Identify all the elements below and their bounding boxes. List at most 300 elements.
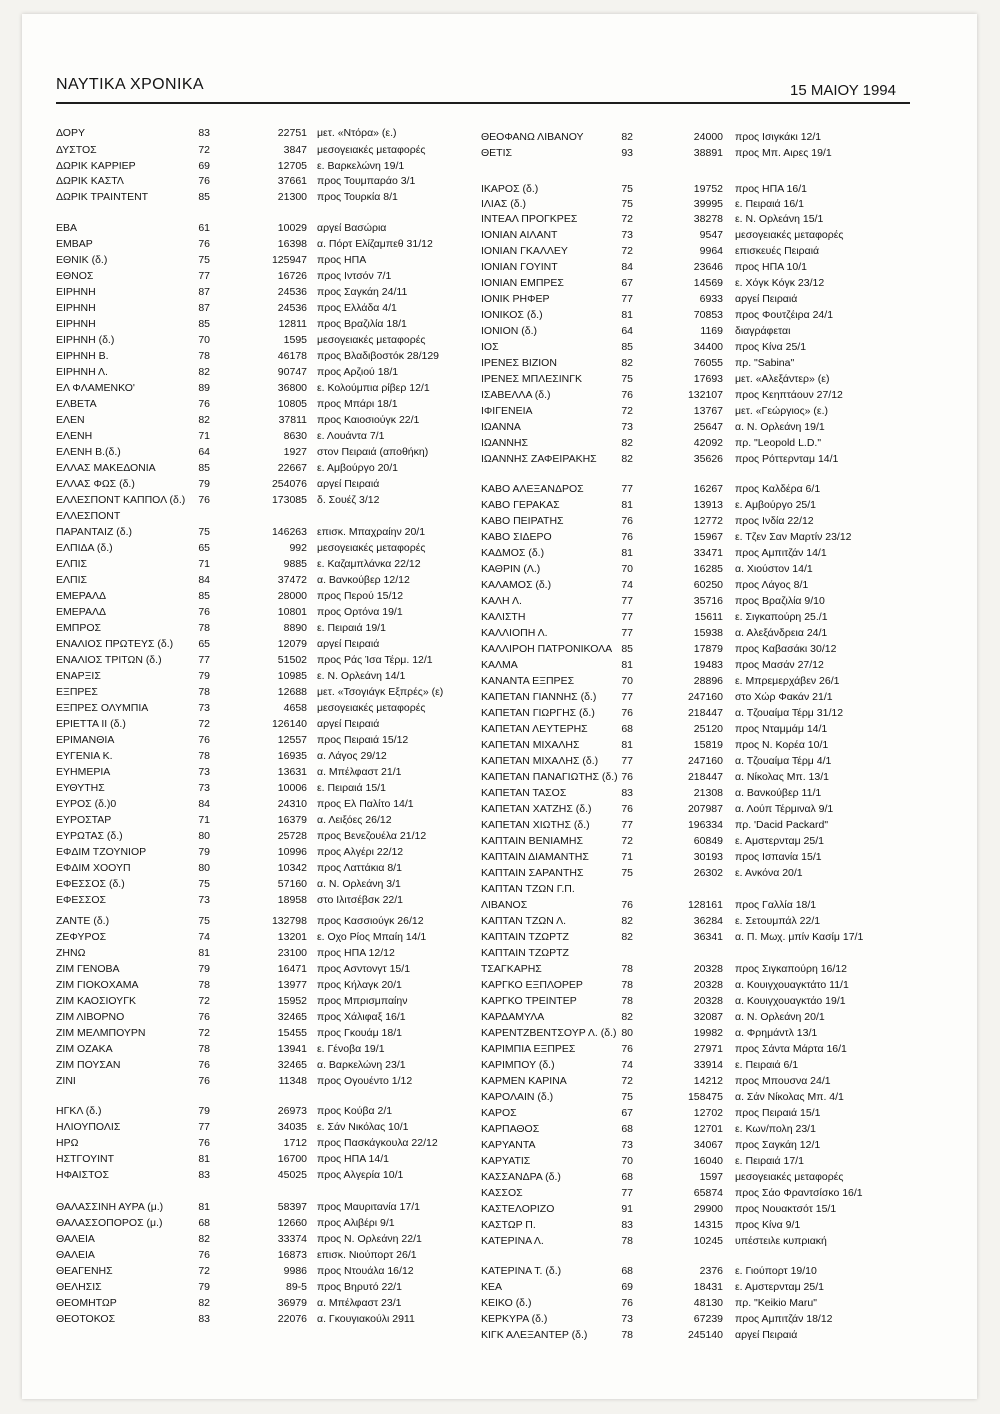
register-row: [481, 785, 911, 801]
build-year: 81: [621, 499, 633, 511]
tonnage: 13767: [693, 405, 723, 417]
vessel-name: ΕΙΡΗΝΗ Β.: [56, 350, 109, 362]
register-row: [56, 316, 466, 332]
register-row: [481, 529, 911, 545]
tonnage: 32465: [277, 1059, 307, 1071]
voyage-status: ε. Γιούπορτ 19/10: [735, 1265, 817, 1277]
build-year: 75: [198, 254, 210, 266]
build-year: 84: [621, 261, 633, 273]
build-year: 61: [198, 222, 210, 234]
register-row: [481, 1073, 911, 1089]
tonnage: 76055: [693, 357, 723, 369]
tonnage: 33914: [693, 1059, 723, 1071]
register-row: [481, 769, 911, 785]
tonnage: 19982: [693, 1027, 723, 1039]
register-row: [56, 428, 466, 444]
tonnage: 32465: [277, 1011, 307, 1023]
register-row: [481, 1263, 911, 1279]
tonnage: 35626: [693, 453, 723, 465]
register-row: [481, 545, 911, 561]
tonnage: 12079: [277, 638, 307, 650]
vessel-name: ΕΘΝΟΣ: [56, 270, 94, 282]
build-year: 71: [198, 558, 210, 570]
voyage-status: προς Μπάρι 18/1: [317, 398, 398, 410]
vessel-name: ΚΑΛΛΙΡΟΗ ΠΑΤΡΟΝΙΚΟΛΑ: [481, 643, 613, 655]
voyage-status: προς Νουακτσότ 15/1: [735, 1203, 837, 1215]
vessel-name: ΕΦΕΣΣΟΣ (δ.): [56, 878, 125, 890]
build-year: 75: [198, 526, 210, 538]
vessel-name: ΕΜΕΡΑΛΔ: [56, 606, 107, 618]
build-year: 71: [198, 430, 210, 442]
register-row: [481, 1089, 911, 1105]
voyage-status: προς Ορτόνα 19/1: [317, 606, 403, 618]
voyage-status: α. Φρημάντλ 13/1: [735, 1027, 818, 1039]
register-row: [56, 1247, 466, 1263]
tonnage: 16873: [277, 1249, 307, 1261]
voyage-status: προς Μπουσνα 24/1: [735, 1075, 831, 1087]
vessel-name: ΚΑΠΤΑΙΝ ΤΖΩΡΤΖ: [481, 931, 569, 943]
build-year: 77: [621, 293, 633, 305]
build-year: 75: [621, 198, 633, 210]
register-row: [56, 860, 466, 876]
register-row: [56, 1279, 466, 1295]
tonnage: 14212: [693, 1075, 723, 1087]
register-row: [481, 865, 911, 881]
vessel-name: ΚΑΡΟΣ: [481, 1107, 517, 1119]
voyage-status: α. Βαρκελώνη 23/1: [317, 1059, 406, 1071]
issue-date: 15 ΜΑΙΟΥ 1994: [790, 82, 896, 99]
build-year: 81: [621, 309, 633, 321]
voyage-status: α. Σάν Νίκολας Μπ. 4/1: [735, 1091, 844, 1103]
build-year: 77: [621, 595, 633, 607]
build-year: 68: [621, 1123, 633, 1135]
tonnage: 28896: [693, 675, 723, 687]
voyage-status: αργεί Πειραιά: [317, 638, 380, 650]
build-year: 79: [198, 846, 210, 858]
register-row: [56, 929, 466, 945]
tonnage: 16379: [277, 814, 307, 826]
register-row: [481, 1137, 911, 1153]
tonnage: 247160: [687, 691, 723, 703]
tonnage: 15952: [277, 995, 307, 1007]
vessel-name: ΔΩΡΙΚ ΤΡΑΙΝΤΕΝΤ: [56, 191, 149, 203]
build-year: 82: [198, 366, 210, 378]
vessel-name: ΕΜΠΡΟΣ: [56, 622, 101, 634]
register-row: [481, 211, 911, 227]
vessel-name: ΕΛΠΙΔΑ (δ.): [56, 542, 113, 554]
voyage-status: μεσογειακές μεταφορές: [317, 542, 426, 554]
build-year: 77: [621, 611, 633, 623]
voyage-status: μεσογειακές μεταφορές: [317, 144, 426, 156]
register-row: [56, 588, 466, 604]
build-year: 76: [198, 1249, 210, 1261]
vessel-name: ΚΑΝΑΝΤΑ ΕΞΠΡΕΣ: [481, 675, 575, 687]
vessel-name: ΕΒΑ: [56, 222, 78, 234]
register-row: [56, 993, 466, 1009]
register-row: [56, 540, 466, 556]
vessel-name: ΚΑΡΜΕΝ ΚΑΡΙΝΑ: [481, 1075, 567, 1087]
register-row: [56, 1231, 466, 1247]
register-row: [481, 641, 911, 657]
vessel-name: ΔΥΣΤΟΣ: [56, 144, 97, 156]
build-year: 80: [198, 862, 210, 874]
voyage-status: προς Μπρισμπαίην: [317, 995, 408, 1007]
register-row: [56, 236, 466, 252]
build-year: 73: [198, 766, 210, 778]
vessel-name: ΚΑΡΥΑΤΙΣ: [481, 1155, 531, 1167]
vessel-name: ΖΙΜ ΓΕΝΟΒΑ: [56, 963, 120, 975]
voyage-status: ε. Ανκόνα 20/1: [735, 867, 803, 879]
build-year: 64: [198, 446, 210, 458]
vessel-name: ΚΑΡΓΚΟ ΕΞΠΛΟΡΕΡ: [481, 979, 583, 991]
vessel-name: ΕΥΡΟΣ (δ.)0: [56, 798, 117, 810]
build-year: 75: [621, 373, 633, 385]
tonnage: 45025: [277, 1169, 307, 1181]
tonnage: 21300: [277, 191, 307, 203]
register-row: [56, 812, 466, 828]
vessel-name: ΘΕΟΦΑΝΩ ΛΙΒΑΝΟΥ: [481, 131, 584, 143]
build-year: 64: [621, 325, 633, 337]
register-row: [56, 1041, 466, 1057]
register-row: [481, 817, 911, 833]
tonnage: 23100: [277, 947, 307, 959]
register-row: [56, 348, 466, 364]
register-row: [481, 833, 911, 849]
voyage-status: ε. Αμστερνταμ 25/1: [735, 1281, 824, 1293]
tonnage: 13913: [693, 499, 723, 511]
voyage-status: α. Βανκούβερ 11/1: [735, 787, 822, 799]
voyage-status: προς Σιγκαπούρη 16/12: [735, 963, 847, 975]
tonnage: 16471: [277, 963, 307, 975]
voyage-status: ε. Σετουμπάλ 22/1: [735, 915, 821, 927]
vessel-name: ΕΘΝΙΚ (δ.): [56, 254, 108, 266]
register-row: [56, 1119, 466, 1135]
vessel-name: ΙΟΝΙΟΝ (δ.): [481, 325, 538, 337]
build-year: 74: [621, 1059, 633, 1071]
vessel-name: ΙΝΤΕΑΛ ΠΡΟΓΚΡΕΣ: [481, 213, 578, 225]
voyage-status: προς Καλδέρα 6/1: [735, 483, 821, 495]
voyage-status: προς Μασάν 27/12: [735, 659, 824, 671]
voyage-status: προς ΗΠΑ 14/1: [317, 1153, 389, 1165]
voyage-status: ε. Σιγκαπούρη 25./1: [735, 611, 828, 623]
voyage-status: μεσογειακές μεταφορές: [735, 229, 844, 241]
build-year: 73: [621, 1313, 633, 1325]
vessel-name: ΕΛΛΕΣΠΟΝΤ ΚΑΠΠΟΛ (δ.): [56, 494, 186, 506]
register-row: [56, 620, 466, 636]
build-year: 76: [198, 398, 210, 410]
vessel-name: ΚΑΛΜΑ: [481, 659, 518, 671]
voyage-status: προς Ισπανία 15/1: [735, 851, 822, 863]
register-row: [56, 668, 466, 684]
build-year: 70: [621, 675, 633, 687]
vessel-name: ΙΡΕΝΕΣ ΜΠΛΕΣΙΝΓΚ: [481, 373, 583, 385]
build-year: 76: [621, 531, 633, 543]
build-year: 78: [198, 350, 210, 362]
voyage-status: α. Ν. Ορλεάνη 19/1: [735, 421, 825, 433]
tonnage: 1927: [283, 446, 307, 458]
voyage-status: μετ. «Γεώργιος» (ε.): [735, 405, 829, 417]
build-year: 72: [621, 405, 633, 417]
vessel-name: ΕΛΕΝΗ: [56, 430, 93, 442]
build-year: 76: [198, 494, 210, 506]
build-year: 78: [621, 963, 633, 975]
voyage-status: προς Μαυριτανία 17/1: [317, 1201, 420, 1213]
tonnage: 9964: [699, 245, 723, 257]
vessel-name: ΕΜΒΑΡ: [56, 238, 93, 250]
register-row: [481, 355, 911, 371]
build-year: 81: [621, 547, 633, 559]
tonnage: 12705: [277, 160, 307, 172]
vessel-name: ΕΛΛΑΣ ΜΑΚΕΔΟΝΙΑ: [56, 462, 156, 474]
tonnage: 12557: [277, 734, 307, 746]
vessel-name: ΠΑΡΑΝΤΑΙΖ (δ.): [56, 526, 133, 538]
tonnage: 33471: [693, 547, 723, 559]
tonnage: 34067: [693, 1139, 723, 1151]
voyage-status: α. Κουιγχουαγκτάο 19/1: [735, 995, 846, 1007]
build-year: 77: [621, 1187, 633, 1199]
voyage-status: διαγράφεται: [735, 325, 791, 337]
build-year: 84: [198, 798, 210, 810]
tonnage: 14569: [693, 277, 723, 289]
vessel-name: ΖΙΝΙ: [56, 1075, 76, 1087]
register-row: [56, 252, 466, 268]
tonnage: 10245: [693, 1235, 723, 1247]
tonnage: 11348: [278, 1075, 307, 1087]
tonnage: 6933: [699, 293, 723, 305]
tonnage: 2376: [699, 1265, 723, 1277]
register-row: [56, 125, 466, 141]
register-row: [56, 189, 466, 205]
tonnage: 218447: [687, 707, 723, 719]
vessel-name: ΚΑΠΤΑΙΝ ΤΖΩΡΤΖ: [481, 947, 569, 959]
vessel-name: ΕΝΑΛΙΟΣ ΠΡΩΤΕΥΣ (δ.): [56, 638, 174, 650]
tonnage: 15819: [693, 739, 723, 751]
build-year: 75: [198, 878, 210, 890]
header-divider: [56, 102, 910, 104]
build-year: 78: [198, 1043, 210, 1055]
register-row: [481, 689, 911, 705]
register-row: [481, 259, 911, 275]
build-year: 76: [198, 734, 210, 746]
build-year: 65: [198, 542, 210, 554]
build-year: 72: [198, 718, 210, 730]
register-row: [481, 593, 911, 609]
vessel-name: ΘΕΟΤΟΚΟΣ: [56, 1313, 116, 1325]
build-year: 81: [621, 739, 633, 751]
build-year: 67: [621, 1107, 633, 1119]
tonnage: 22751: [277, 127, 307, 139]
register-row: [481, 435, 911, 451]
vessel-name: ΙΩΑΝΝΗΣ: [481, 437, 529, 449]
build-year: 87: [198, 286, 210, 298]
voyage-status: ε. Πειραιά 6/1: [735, 1059, 799, 1071]
build-year: 73: [621, 229, 633, 241]
register-row: [56, 396, 466, 412]
build-year: 85: [198, 318, 210, 330]
page-title: ΝΑΥΤΙΚΑ ΧΡΟΝΙΚΑ: [56, 76, 204, 93]
register-row: [56, 876, 466, 892]
build-year: 77: [621, 483, 633, 495]
register-row: [56, 364, 466, 380]
vessel-name: ΕΙΡΗΝΗ: [56, 286, 96, 298]
voyage-status: προς Πασκάγκουλα 22/12: [317, 1137, 438, 1149]
tonnage: 36341: [693, 931, 723, 943]
vessel-name: ΚΑΠΤΑΝ ΤΖΩΝ Γ.Π.: [481, 883, 575, 895]
build-year: 76: [198, 238, 210, 250]
tonnage: 207987: [687, 803, 723, 815]
tonnage: 16726: [277, 270, 307, 282]
build-year: 82: [621, 437, 633, 449]
vessel-name: ΕΥΡΟΣΤΑΡ: [56, 814, 112, 826]
tonnage: 10029: [277, 222, 307, 234]
tonnage: 17693: [693, 373, 723, 385]
build-year: 72: [621, 213, 633, 225]
vessel-name: ΕΛΠΙΣ: [56, 574, 88, 586]
build-year: 72: [621, 835, 633, 847]
voyage-status: προς Αλιβέρι 9/1: [317, 1217, 395, 1229]
register-row: [56, 1135, 466, 1151]
voyage-status: προς Ν. Ορλεάνη 22/1: [317, 1233, 422, 1245]
tonnage: 12701: [693, 1123, 723, 1135]
vessel-name: ΗΛΙΟΥΠΟΛΙΣ: [56, 1121, 121, 1133]
voyage-status: επισκ. Μπαχραίην 20/1: [317, 526, 426, 538]
register-row: [481, 339, 911, 355]
voyage-status: μετ. «Αλεξάντερ» (ε): [735, 373, 830, 385]
vessel-name: ΙΛΙΑΣ (δ.): [481, 198, 527, 210]
tonnage: 10342: [277, 862, 307, 874]
tonnage: 25728: [277, 830, 307, 842]
tonnage: 12688: [277, 686, 307, 698]
build-year: 72: [198, 144, 210, 156]
voyage-status: ε. Κων/πολη 23/1: [735, 1123, 816, 1135]
tonnage: 20328: [693, 979, 723, 991]
build-year: 76: [621, 1043, 633, 1055]
build-year: 76: [621, 899, 633, 911]
build-year: 73: [621, 421, 633, 433]
tonnage: 39995: [693, 198, 723, 210]
tonnage: 10996: [277, 846, 307, 858]
build-year: 73: [198, 894, 210, 906]
vessel-name: ΙΟΝΙΑΝ ΓΟΥΙΝΤ: [481, 261, 558, 273]
voyage-status: ε. Πειραιά 17/1: [735, 1155, 804, 1167]
register-row: [481, 1153, 911, 1169]
register-row: [481, 419, 911, 435]
voyage-status: αργεί Πειραιά: [735, 293, 798, 305]
voyage-status: α. Ν. Ορλεάνη 3/1: [317, 878, 401, 890]
build-year: 80: [198, 830, 210, 842]
tonnage: 25120: [693, 723, 723, 735]
vessel-name: ΖΙΜ ΜΕΛΜΠΟΥΡΝ: [56, 1027, 146, 1039]
build-year: 85: [198, 191, 210, 203]
vessel-name: ΕΙΡΗΝΗ: [56, 318, 96, 330]
register-row: [56, 268, 466, 284]
register-row: [56, 492, 466, 508]
build-year: 78: [621, 979, 633, 991]
voyage-status: προς Φουτζέιρα 24/1: [735, 309, 834, 321]
tonnage: 58397: [277, 1201, 307, 1213]
vessel-name: ΚΑΡΓΚΟ ΤΡΕΙΝΤΕΡ: [481, 995, 577, 1007]
tonnage: 132107: [687, 389, 723, 401]
voyage-status: προς Βλαδιβοστόκ 28/129: [317, 350, 440, 362]
voyage-status: στο Χώρ Φακάν 21/1: [735, 691, 833, 703]
vessel-name: ΚΑΣΣΑΝΔΡΑ (δ.): [481, 1171, 561, 1183]
register-row: [56, 977, 466, 993]
register-row: [56, 732, 466, 748]
build-year: 83: [198, 127, 210, 139]
vessel-name: ΚΑΤΕΡΙΝΑ Λ.: [481, 1235, 544, 1247]
vessel-name: ΚΑΡΕΝΤΖΒΕΝΤΣΟΥΡ Λ. (δ.): [481, 1027, 617, 1039]
register-row: [56, 556, 466, 572]
build-year: 76: [198, 1137, 210, 1149]
voyage-status: α. Χιούστον 14/1: [735, 563, 813, 575]
tonnage: 20328: [693, 995, 723, 1007]
vessel-name: ΚΑΒΟ ΑΛΕΞΑΝΔΡΟΣ: [481, 483, 584, 495]
register-row: [481, 451, 911, 467]
register-row: [56, 716, 466, 732]
tonnage: 146263: [271, 526, 307, 538]
tonnage: 12660: [277, 1217, 307, 1229]
register-row: [56, 1263, 466, 1279]
voyage-status: προς Κούβα 2/1: [317, 1105, 393, 1117]
register-row: [56, 220, 466, 236]
vessel-name: ΚΑΡΙΜΠΙΑ ΕΞΠΡΕΣ: [481, 1043, 576, 1055]
tonnage: 28000: [277, 590, 307, 602]
tonnage: 18958: [277, 894, 307, 906]
register-row: [481, 945, 911, 961]
register-row: [481, 513, 911, 529]
vessel-name: ΙΩΑΝΝΑ: [481, 421, 521, 433]
vessel-name: ΖΗΝΩ: [56, 947, 86, 959]
vessel-name: ΚΑΠΕΤΑΝ ΠΑΝΑΓΙΩΤΗΣ (δ.): [481, 771, 618, 783]
vessel-name: ΕΙΡΗΝΗ: [56, 302, 96, 314]
build-year: 77: [198, 1121, 210, 1133]
build-year: 87: [198, 302, 210, 314]
voyage-status: στον Πειραιά (αποθήκη): [317, 446, 429, 458]
tonnage: 13631: [277, 766, 307, 778]
tonnage: 10805: [277, 398, 307, 410]
tonnage: 245140: [687, 1329, 723, 1341]
vessel-name: ΕΛ ΦΛΑΜΕΝΚΟ': [56, 382, 135, 394]
register-row: [56, 173, 466, 189]
vessel-name: ΕΞΠΡΕΣ ΟΛΥΜΠΙΑ: [56, 702, 149, 714]
vessel-name: ΚΑΡΙΜΠΟΥ (δ.): [481, 1059, 555, 1071]
register-row: [56, 700, 466, 716]
build-year: 74: [621, 579, 633, 591]
tonnage: 89-5: [285, 1281, 307, 1293]
tonnage: 57160: [277, 878, 307, 890]
register-row: [481, 881, 911, 897]
register-row: [481, 145, 911, 161]
tonnage: 30193: [693, 851, 723, 863]
vessel-name: ΕΙΡΗΝΗ (δ.): [56, 334, 115, 346]
register-row: [481, 1169, 911, 1185]
build-year: 78: [621, 995, 633, 1007]
voyage-status: προς Λάγος 8/1: [735, 579, 809, 591]
register-row: [56, 604, 466, 620]
voyage-status: α. Ν. Ορλεάνη 20/1: [735, 1011, 825, 1023]
build-year: 81: [198, 1201, 210, 1213]
register-row: [481, 609, 911, 625]
vessel-name: ΙΟΝΙΑΝ ΓΚΑΛΛΕΥ: [481, 245, 568, 257]
register-row: [56, 684, 466, 700]
build-year: 77: [198, 270, 210, 282]
vessel-name: ΚΑΡΔΑΜΥΛΑ: [481, 1011, 545, 1023]
voyage-status: προς Ράς Ίσα Τέρμ. 12/1: [317, 654, 433, 666]
vessel-name: ΚΑΒΟ ΠΕΙΡΑΤΗΣ: [481, 515, 564, 527]
voyage-status: προς Λαττάκια 8/1: [317, 862, 402, 874]
vessel-name: ΚΑΤΕΡΙΝΑ Τ. (δ.): [481, 1265, 562, 1277]
build-year: 78: [198, 750, 210, 762]
